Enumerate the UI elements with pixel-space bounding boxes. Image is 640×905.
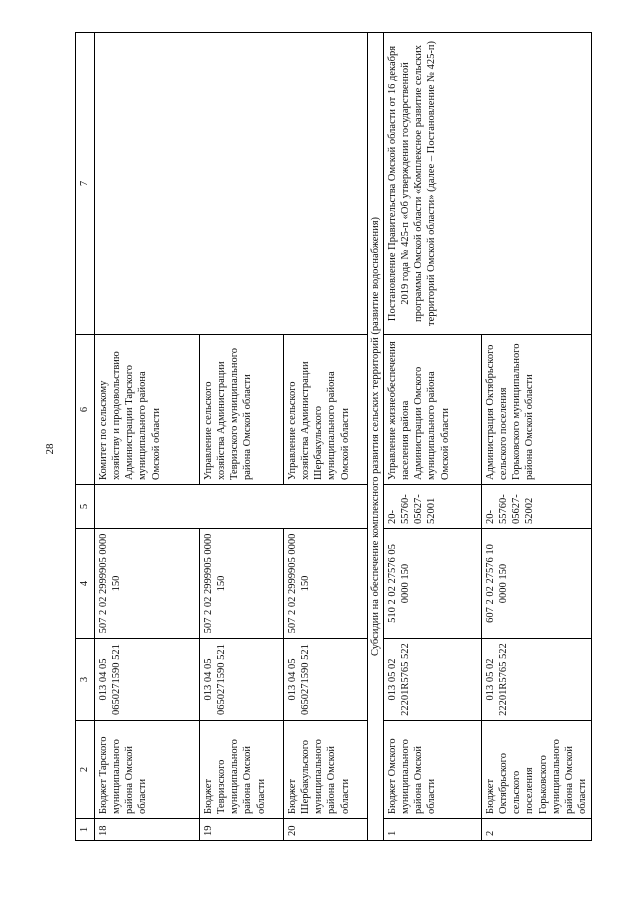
- col5-cell: [284, 485, 368, 529]
- col5-cell: [95, 485, 200, 529]
- kbk-cell: 607 2 02 27576 10 0000 150: [482, 529, 592, 639]
- header-cell: 3: [76, 639, 95, 721]
- header-cell: 6: [76, 335, 95, 485]
- table-row: [384, 33, 482, 841]
- row-number: 20: [284, 819, 368, 841]
- code-cell: 013 05 02 22201R5765 522: [482, 639, 592, 721]
- rotated-page: [75, 33, 588, 841]
- row-number: 1: [384, 819, 482, 841]
- header-cell: 1: [76, 819, 95, 841]
- budget-cell: Бюджет Шербакульского муниципального района Омской области: [284, 721, 368, 819]
- col5-cell: 20-55760-05627-52001: [384, 485, 482, 529]
- budget-cell: Бюджет Тевризского муниципального района Омской области: [200, 721, 284, 819]
- org-cell: Управление жизнеобеспечения населения района Администрации Омского муниципального района Омской области: [384, 335, 482, 485]
- basis-cell: [200, 33, 284, 335]
- row-number: 2: [482, 819, 592, 841]
- table-row: [284, 33, 368, 841]
- basis-cell: Постановление Правительства Омской области от 16 декабря 2019 года № 425-п «Об утверждении государственной программы Омской области «Комплексное развитие сельских территорий Омской области» (далее – Постановление № 425-п): [384, 33, 592, 335]
- table-row: [95, 33, 200, 841]
- header-cell: 4: [76, 529, 95, 639]
- code-cell: 013 05 02 22201R5765 522: [384, 639, 482, 721]
- col5-cell: 20-55760-05627-52002: [482, 485, 592, 529]
- table-row: [200, 33, 284, 841]
- code-cell: 013 04 05 0650271590 521: [200, 639, 284, 721]
- code-cell: 013 04 05 0650271590 521: [284, 639, 368, 721]
- header-row: [76, 33, 95, 841]
- rotated-table-wrapper: [75, 33, 588, 841]
- budget-cell: Бюджет Омского муниципального района Омской области: [384, 721, 482, 819]
- org-cell: Администрация Октябрьского сельского поселения Горьковского муниципального района Омской области: [482, 335, 592, 485]
- basis-cell: [284, 33, 368, 335]
- col5-cell: [200, 485, 284, 529]
- org-cell: Управление сельского хозяйства Администрации Шербакульского муниципального района Омской области: [284, 335, 368, 485]
- kbk-cell: 507 2 02 2999905 0000 150: [284, 529, 368, 639]
- header-cell: 5: [76, 485, 95, 529]
- header-cell: 2: [76, 721, 95, 819]
- row-number: 18: [95, 819, 200, 841]
- row-number: 19: [200, 819, 284, 841]
- kbk-cell: 510 2 02 27576 05 0000 150: [384, 529, 482, 639]
- section-row: [368, 33, 384, 841]
- budget-cell: Бюджет Тарского муниципального района Омской области: [95, 721, 200, 819]
- basis-cell: [95, 33, 200, 335]
- org-cell: Комитет по сельскому хозяйству и продовольствию Администрации Тарского муниципального района Омской области: [95, 335, 200, 485]
- budget-cell: Бюджет Октябрьского сельского поселения Горьковского муниципального района Омской области: [482, 721, 592, 819]
- kbk-cell: 507 2 02 2999905 0000 150: [200, 529, 284, 639]
- section-title: Субсидии на обеспечение комплексного развития сельских территорий (развитие водоснабжения): [368, 33, 384, 841]
- kbk-cell: 507 2 02 2999905 0000 150: [95, 529, 200, 639]
- page-number: 28: [44, 443, 56, 455]
- header-cell: 7: [76, 33, 95, 335]
- code-cell: 013 04 05 0650271590 521: [95, 639, 200, 721]
- subsidy-table: [75, 32, 592, 841]
- org-cell: Управление сельского хозяйства Администрации Тевризского муниципального района Омской области: [200, 335, 284, 485]
